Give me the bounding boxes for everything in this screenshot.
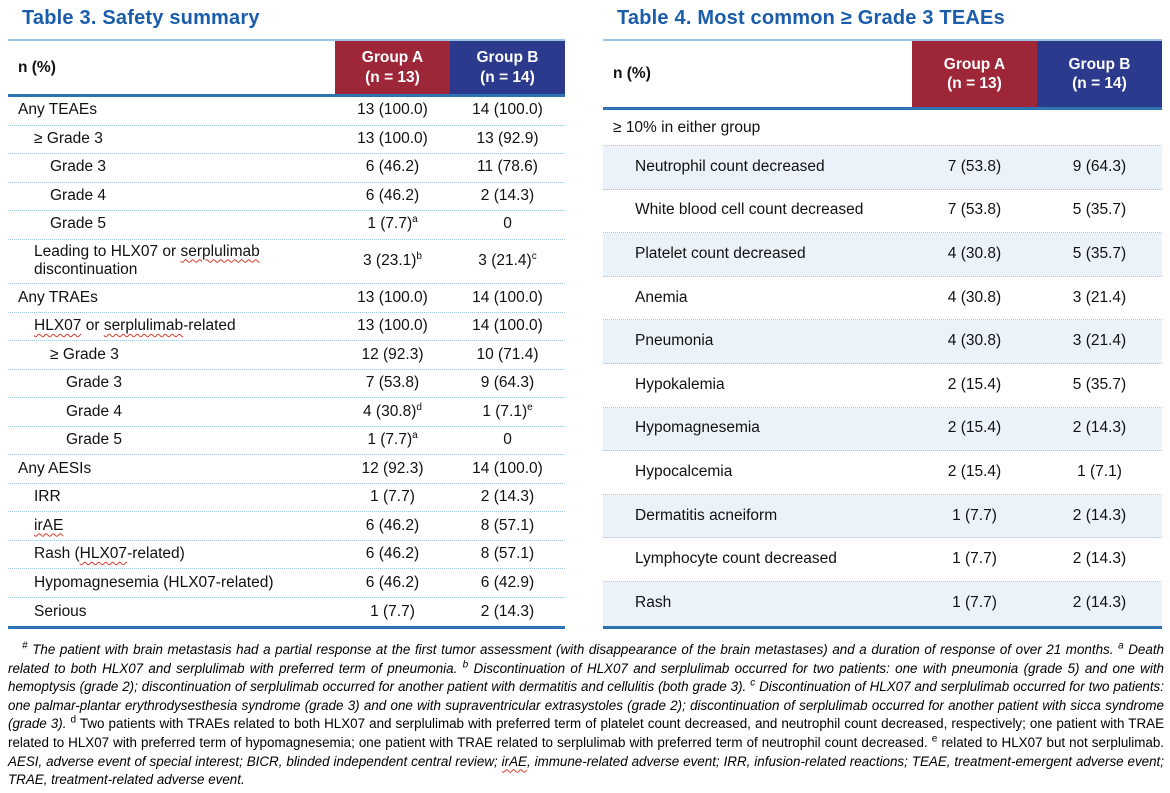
row-label [603,329,912,354]
table-row [603,451,1162,495]
table-row [8,126,565,155]
row-label-text [34,517,63,534]
table-row [8,154,565,183]
footnote-marker: a [412,429,418,441]
row-label [603,591,912,616]
row-label-text: Death related to both HLX07 and serplulimab with preferred term of pneumonia. [8,642,1164,676]
table-row [603,582,1162,626]
value-cell: 3 $(21.4)^c$ [478,250,537,269]
row-label-text: Anemia [635,288,688,306]
footnotes [8,641,1164,790]
row-label [603,198,912,223]
footnote-marker: a [1118,640,1124,652]
table-row [8,512,565,541]
row-label-text: White blood cell count decreased [635,201,864,219]
row-label-text: Lymphocyte count decreased [635,550,837,568]
value-cell: 2 (14.3) [1072,506,1127,524]
value-cell: 6 (46.2) [365,158,420,176]
table4 [603,39,1162,629]
row-label-text: Grade 4 [50,186,107,204]
row-label-text: Grade 3 [66,374,123,392]
value-cell: 0 [503,431,512,449]
value-cell: 13 (92.9) [476,129,539,147]
table-row [8,211,565,240]
table4-section-row [603,110,1162,146]
table-row [603,364,1162,408]
row-label [8,428,335,453]
row-label-text: Discontinuation of HLX07 and serplulimab occurred for two patients: one with pneumonia (grade 5) and one with hemoptysis (grade 2); discontinuation of serplulimab occurred for another patient with dermatitis and cellulitis (both grade 3). [8,660,1164,695]
value-cell: 13 (100.0) [357,317,428,335]
value-cell: 3 $(23.1)^b$ [363,250,422,269]
group-b-name: Group B [476,49,539,67]
value-cell: 14 (100.0) [472,459,543,477]
row-label [8,600,335,625]
table4-group-a-header [912,41,1037,107]
value-cell: 3 (21.4) [1072,332,1127,350]
row-label [8,155,335,180]
row-label-text: AESI, adverse event of special interest; BICR, blinded independent central review; irAE, immune-related adverse event; IRR, infusion-related reactions; TEAE, treatment-emergent adverse event; TRAE, treatment-related adverse event. [8,753,1164,788]
table-row [8,455,565,484]
footnote-marker: c [750,677,756,689]
value-cell: 1 $(7.1)^e$ [482,401,533,420]
footnote-marker: b [416,250,422,262]
row-label [8,240,335,284]
value-cell: 9 (64.3) [1072,157,1127,175]
row-label-text: Rash (HLX07-related) [34,545,185,563]
row-label [8,542,335,567]
row-label [8,314,335,339]
value-cell: 9 (64.3) [480,374,535,392]
row-label-text: IRR [34,488,61,506]
row-label-text: Leading to HLX07 or serplulimab discontinuation [34,242,260,279]
table-row [603,277,1162,321]
row-label-text: Serious [34,602,87,620]
table-row [603,320,1162,364]
row-label-text: Dermatitis acneiform [635,506,778,524]
table-row [8,427,565,456]
table4-body [603,146,1162,629]
value-cell: 10 (71.4) [476,345,539,363]
table-row [8,569,565,598]
footnote-segment [22,642,1113,657]
value-cell: 13 (100.0) [357,129,428,147]
footnote-marker: d [70,714,77,726]
row-label [8,485,335,510]
row-label-text: Discontinuation of HLX07 and serplulimab occurred for two patients: one palmar-plantar erythrodysesthesia syndrome (grade 3) and one with supraventricular extrasystoles (grade 2); discontinuation of serplulimab occurred for another patient with sicca syndrome (grade 3). [8,679,1164,732]
value-cell: 11 (78.6) [477,158,538,176]
row-label [8,286,335,311]
value-cell: 6 (42.9) [480,573,535,591]
row-label [8,571,335,596]
value-cell: 4 (30.8) [947,288,1002,306]
table-row [603,495,1162,539]
row-label-text: Hypomagnesemia (HLX07-related) [34,573,274,591]
value-cell: 2 (14.3) [480,602,535,620]
footnote-segment [932,735,1164,750]
table-row [8,541,565,570]
table-row [603,146,1162,190]
table-row [603,233,1162,277]
footnote-marker: b [462,659,469,671]
value-cell: 2 (14.3) [480,488,535,506]
value-cell: 6 (46.2) [365,186,420,204]
table3-group-a-header [335,41,450,94]
table-row [8,284,565,313]
row-label-text: Any AESIs [18,459,92,477]
value-cell: 2 (15.4) [947,463,1002,480]
value-cell: 6 (46.2) [365,573,420,591]
table-row [8,313,565,342]
table3-header-row [8,41,565,97]
table4-group-b-header [1037,41,1162,107]
value-cell: 2 (15.4) [947,419,1002,437]
value-cell: 12 (92.3) [361,345,424,363]
table-row [603,190,1162,234]
spellcheck-underline: serplulimab [180,242,260,260]
row-label [8,343,335,368]
group-a-n: (n = 13) [365,68,420,86]
table-row [8,398,565,427]
group-b-name: Group B [1068,55,1131,73]
footnote-segment [8,754,1164,788]
table3 [8,39,565,629]
footnote-marker: # [22,640,28,652]
value-cell: 13 (100.0) [357,101,428,119]
value-cell: 1 (7.7) [952,506,997,524]
row-label [603,504,912,529]
row-label [8,127,335,152]
spellcheck-underline: irAE [501,753,527,769]
value-cell: 5 (35.7) [1072,201,1127,219]
row-label-text: HLX07 or serplulimab-related [34,317,236,335]
row-label-text: related to HLX07 but not serplulimab. [941,734,1165,750]
row-label-text: Grade 4 [66,402,123,420]
row-label-text: Any TEAEs [18,101,97,119]
row-label [603,242,912,267]
table-row [603,538,1162,582]
value-cell: 4 (30.8) [947,245,1002,263]
value-cell: 8 (57.1) [480,516,535,534]
footnote-marker: c [531,250,537,262]
value-cell: 4 (30.8) [947,332,1002,350]
value-cell: 1 (7.7) [370,602,415,620]
footnote-marker: e [527,401,533,413]
table4-section-label: ≥ 10% in either group [613,118,761,136]
row-label-text: Grade 5 [50,215,107,233]
row-label-text: ≥ Grade 3 [34,129,103,147]
table3-panel [8,0,565,629]
table3-group-b-header [450,41,565,94]
value-cell: 1 (7.7) [952,550,997,568]
table3-col-header: n (%) [18,58,56,76]
row-label [603,286,912,311]
row-label [8,98,335,123]
row-label-text: Neutrophil count decreased [635,157,825,175]
table-row [8,484,565,513]
value-cell: 1 (7.1) [1077,463,1122,480]
row-label [8,184,335,209]
table4-header-row [603,41,1162,110]
value-cell: 1 (7.7) [952,594,997,612]
value-cell: 2 (14.3) [1072,550,1127,568]
value-cell: 1 $(7.7)^a$ [367,429,418,449]
group-a-name: Group A [943,55,1006,73]
table3-body [8,97,565,629]
row-label-text: Rash [635,594,672,612]
table-row [8,598,565,627]
value-cell: 14 (100.0) [472,317,543,335]
footnote-marker: a [412,214,418,226]
value-cell: 2 (15.4) [947,375,1002,393]
value-cell: 4 $(30.8)^d$ [363,401,422,420]
group-a-n: (n = 13) [947,75,1002,92]
value-cell: 7 (53.8) [947,201,1002,219]
table-row [8,97,565,126]
row-label-text: Two patients with TRAEs related to both HLX07 and serplulimab with preferred term of platelet count decreased, and neutrophil count decreased, respectively; one patient with TRAE related to HLX07 with preferred term of hypomagnesemia; one patient with TRAE related to serplulimab with preferred term of neutrophil count decreased. [8,716,1164,750]
row-label-text: The patient with brain metastasis had a partial response at the first tumor assessment (with disappearance of the brain metastases) and a duration of response of over 21 months. [32,642,1114,657]
row-label [603,460,912,485]
group-b-n: (n = 14) [1072,75,1127,92]
row-label [603,416,912,441]
value-cell: 14 (100.0) [472,101,543,119]
value-cell: 13 (100.0) [357,288,428,306]
value-cell: 2 (14.3) [480,186,535,204]
value-cell: 7 (53.8) [947,157,1002,175]
table4-panel [603,0,1162,629]
row-label [8,457,335,482]
spellcheck-underline: HLX07 [79,545,128,563]
row-label-text: Any TRAEs [18,288,98,306]
value-cell: 8 (57.1) [480,545,535,563]
spellcheck-underline: HLX07 [34,317,82,335]
row-label [8,371,335,396]
table-row [8,240,565,285]
footnote-marker: d [416,401,422,413]
row-label-text: Grade 3 [50,158,107,176]
table-row [8,341,565,370]
row-label [603,547,912,572]
row-label-text: Hypomagnesemia [635,419,760,437]
spellcheck-underline: serplulimab [103,317,184,335]
value-cell: 5 (35.7) [1072,245,1127,263]
row-label-text: Platelet count decreased [635,245,806,263]
value-cell: 1 $(7.7)^a$ [367,214,418,233]
value-cell: 2 (14.3) [1072,419,1127,437]
table4-title: Table 4. Most common ≥ Grade 3 TEAEs [617,7,1005,29]
value-cell: 0 [503,215,512,233]
footnote-marker: e [931,733,938,745]
value-cell: 5 (35.7) [1072,375,1127,393]
row-label [603,373,912,398]
value-cell: 7 (53.8) [365,374,420,392]
table-row [8,370,565,399]
group-a-name: Group A [361,49,424,67]
row-label [8,212,335,237]
row-label-text: Hypokalemia [635,375,725,393]
row-label [8,514,335,539]
row-label [8,400,335,425]
value-cell: 12 (92.3) [361,459,424,477]
row-label-text: ≥ Grade 3 [50,345,119,363]
value-cell: 2 (14.3) [1072,594,1127,612]
row-label [603,155,912,180]
row-label-text: Hypocalcemia [635,463,733,480]
value-cell: 1 (7.7) [370,488,415,506]
row-label-text: Grade 5 [66,431,123,449]
row-label-text: Pneumonia [635,332,714,350]
table-row [8,183,565,212]
table-row [603,408,1162,452]
value-cell: 3 (21.4) [1072,288,1127,306]
table3-title: Table 3. Safety summary [22,7,260,29]
group-b-n: (n = 14) [480,68,535,86]
table4-col-header: n (%) [613,65,651,82]
value-cell: 14 (100.0) [472,288,543,306]
value-cell: 6 (46.2) [365,516,420,534]
spellcheck-underline: irAE [34,516,64,534]
value-cell: 6 (46.2) [365,545,420,563]
